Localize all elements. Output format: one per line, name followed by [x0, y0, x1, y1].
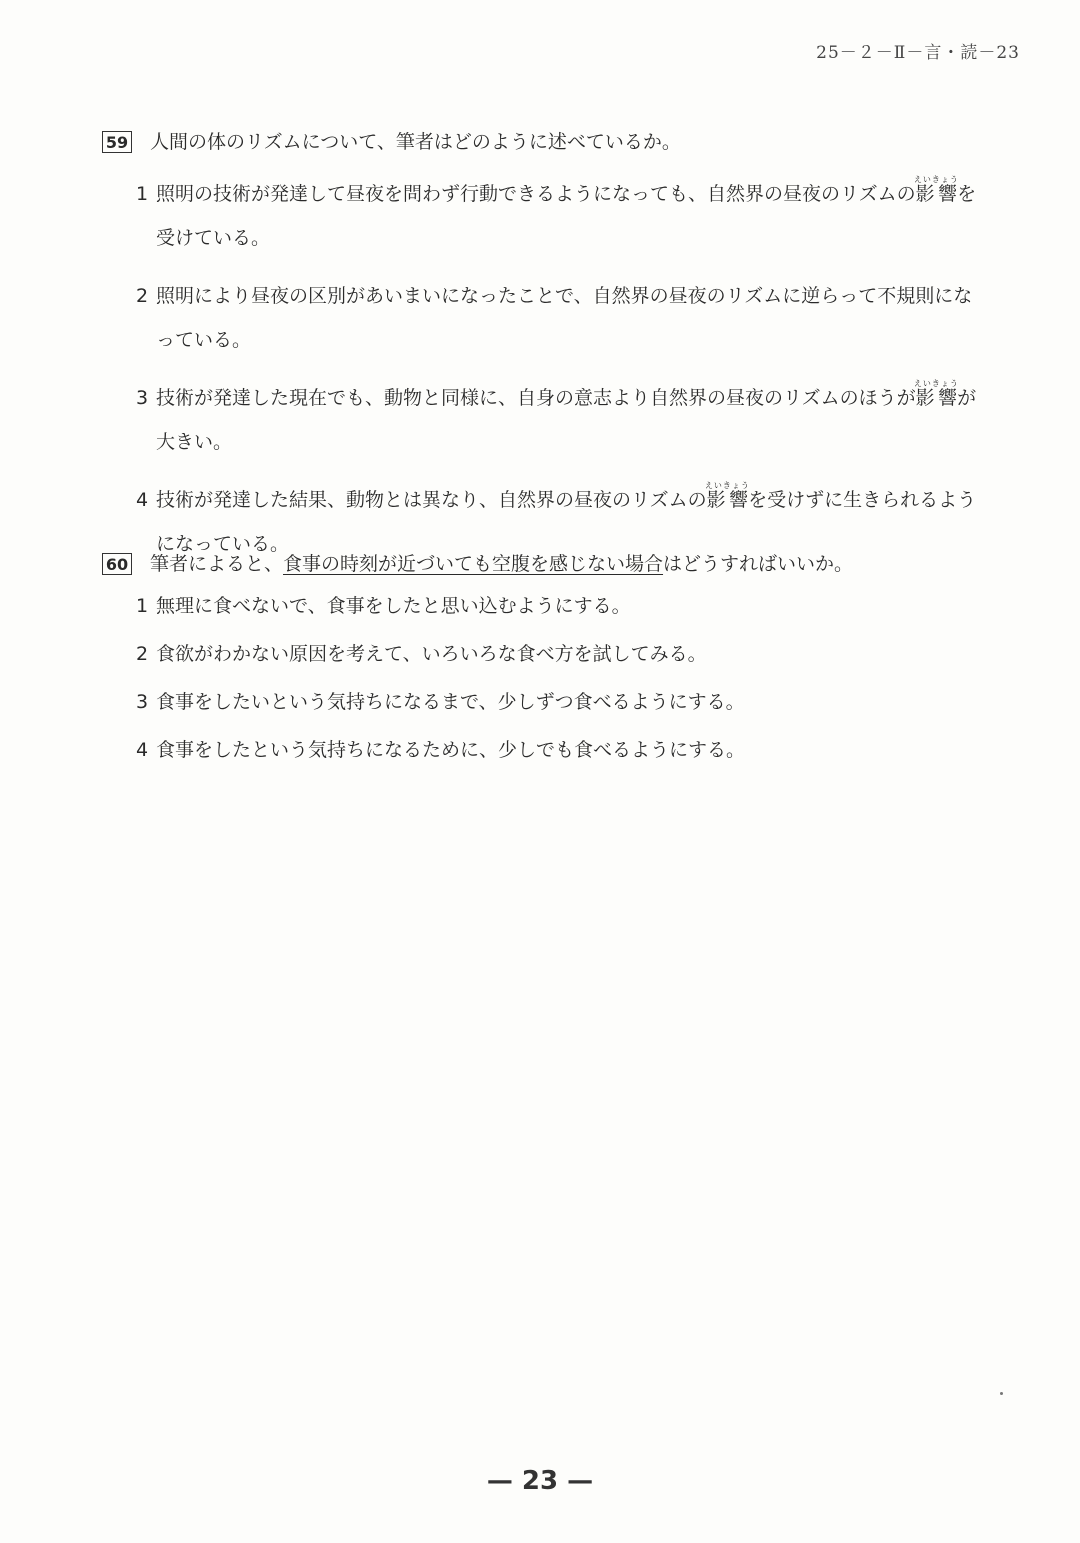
choice-number: 1 — [136, 595, 149, 617]
stem-text: 筆者によると、食事の時刻が近づいても空腹を感じない場合はどうすればいいか。 — [150, 553, 854, 575]
choice-number: 1 — [136, 183, 149, 205]
underlined-phrase: 食事の時刻が近づいても空腹を感じない場合 — [283, 553, 664, 575]
choice-2: 2 食欲がわかない原因を考えて、いろいろな食べ方を試してみる。 — [102, 632, 982, 676]
page-number: — 23 — — [486, 1466, 594, 1496]
question-number-box: 60 — [102, 553, 132, 575]
choice-number: 3 — [136, 387, 149, 409]
choice-number: 4 — [136, 489, 149, 511]
scan-speck — [1000, 1392, 1003, 1395]
choice-3: 3 技術が発達した現在でも、動物と同様に、自身の意志より自然界の昼夜のリズムのほうが影響えいきょうが大きい。 — [102, 376, 982, 464]
question-stem — [102, 548, 982, 580]
choice-number: 3 — [136, 691, 149, 713]
choice-1: 1 無理に食べないで、食事をしたと思い込むようにする。 — [102, 584, 982, 628]
ruby-word: 影響えいきょう — [913, 379, 959, 409]
choice-4: 4 食事をしたという気持ちになるために、少しでも食べるようにする。 — [102, 728, 982, 772]
question-60 — [102, 548, 982, 772]
ruby-word: 影響えいきょう — [913, 175, 959, 205]
choice-3: 3 食事をしたいという気持ちになるまで、少しずつ食べるようにする。 — [102, 680, 982, 724]
choice-1: 1 照明の技術が発達して昼夜を問わず行動できるようになっても、自然界の昼夜のリズムの影響えいきょうを受けている。 — [102, 172, 982, 260]
choice-4: 4 技術が発達した結果、動物とは異なり、自然界の昼夜のリズムの影響えいきょうを受けずに生きられるようになっている。 — [102, 478, 982, 566]
choice-2: 2 照明により昼夜の区別があいまいになったことで、自然界の昼夜のリズムに逆らって不規則になっている。 — [102, 274, 982, 362]
question-number-box: 59 — [102, 131, 132, 153]
choice-number: 2 — [136, 643, 149, 665]
stem-text: 人間の体のリズムについて、筆者はどのように述べているか。 — [150, 131, 681, 153]
question-stem — [102, 126, 982, 158]
choice-number: 2 — [136, 285, 149, 307]
page-code: 25－２－Ⅱ－言・読－23 — [816, 43, 1020, 63]
choice-number: 4 — [136, 739, 149, 761]
ruby-word: 影響えいきょう — [704, 481, 750, 511]
question-59 — [102, 126, 982, 566]
